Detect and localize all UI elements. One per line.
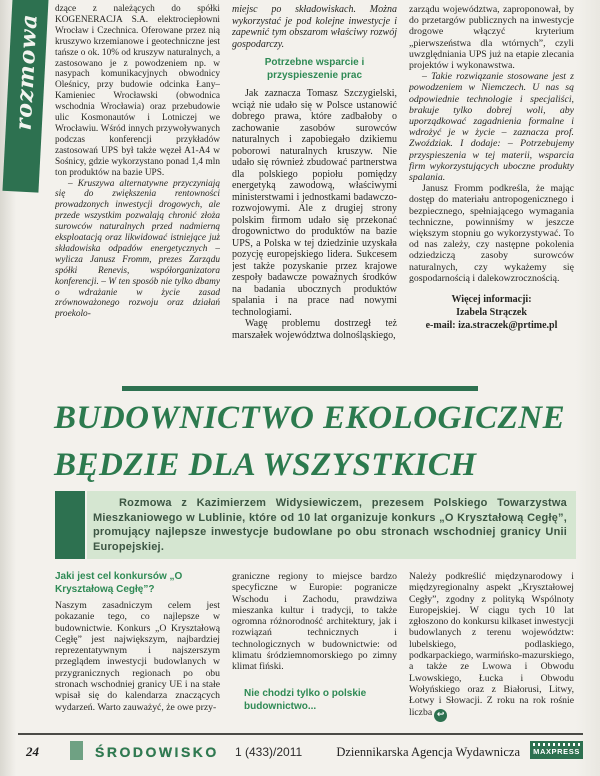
lead-text: Rozmowa z Kazimierzem Widysiewiczem, prezesem Polskiego Towarzystwa Mieszkaniowego w Lublinie, które od 10 lat organizuje konkurs „O Kryształową Cegłę”, promujący najlepsze inwestycje budowlane po obu stronach wschodniej granicy Unii Europejskiej. bbox=[87, 491, 576, 559]
paragraph: Wagę problemu dostrzegł też marszałek województwa dolnośląskiego, bbox=[232, 318, 397, 341]
lead-accent-block bbox=[55, 491, 85, 559]
contact-info bbox=[409, 293, 574, 332]
section-ribbon bbox=[2, 0, 49, 193]
headline-line-1: BUDOWNICTWO EKOLOGICZNE bbox=[54, 400, 566, 436]
section-subhead: Potrzebne wsparcie i przyspieszenie prac bbox=[264, 57, 365, 81]
logo-stripes bbox=[533, 743, 580, 746]
footer-rule bbox=[18, 733, 583, 735]
article-divider-rule bbox=[122, 386, 478, 391]
bottom-column-3 bbox=[409, 571, 574, 728]
contact-name: Izabela Strączek bbox=[456, 307, 527, 319]
headline-line-2: BĘDZIE DLA WSZYSTKICH bbox=[54, 447, 477, 483]
top-column-3 bbox=[409, 4, 574, 381]
quote-paragraph: – Kruszywa alternatywne przyczyniają się do zwiększenia rentowności prowadzonych inwestycji drogowych, ale przede wszystkim pozwalają chronić złoża surowców naturalnych przed nadmierną eksploatacją oraz likwidować istniejące już składowiska odpadów energetycznych – wylicza Janusz Fromm, prezes Zarządu spółki Renevis, współorganizatora konferencji. – W ten sposób nie tylko dbamy o wdrażanie w życie zasad zrównoważonego rozwoju oraz działań proekolo- bbox=[55, 178, 220, 320]
contact-label: Więcej informacji: bbox=[451, 294, 532, 306]
top-column-1 bbox=[55, 4, 220, 381]
quote-paragraph: miejsc po składowiskach. Można wykorzystać je pod kolejne inwestycje i zapewnić tym obszarom właściwy rozwój gospodarczy. bbox=[232, 4, 397, 50]
footer-green-square bbox=[70, 741, 83, 760]
quote-paragraph: – Takie rozwiązanie stosowane jest z powodzeniem w Niemczech. U nas są odpowiednie technologie i specjaliści, brakuje tylko dobrej woli, aby uporządkować zagadnienia formalne i wdrożyć je w życie – zaznacza prof. Zwoździak. I dodaje: – Potrzebujemy przyspieszenia w tej materii, wsparcia firm wykorzystujących uboczne produkty spalania. bbox=[409, 71, 574, 184]
interview-bottom-section bbox=[55, 571, 576, 728]
publisher-logo bbox=[530, 741, 583, 759]
article-headline bbox=[54, 395, 584, 489]
paragraph: zarządu województwa, zaproponował, by do przetargów publicznych na inwestycje drogowe włączyć kryterium „pierwszeństwa dla wtórnych”, czyli uwzględniania UPS już na etapie zlecania projektów i wykonawstwa. bbox=[409, 4, 574, 72]
paragraph: Naszym zasadniczym celem jest pokazanie tego, co najlepsze w budownictwie. Konkurs „O Kryształową Cegłę” jest największym, najbardziej reprezentatywnym i najszerszym przeglądem inwestycji budowlanych w przygranicznych regionach po obu stronach wschodniej granicy UE i na stałe wpisał się do kalendarza znaczących wydarzeń. Warto zauważyć, że owe przy- bbox=[55, 600, 220, 713]
section-subhead: Nie chodzi tylko o polskie budownictwo... bbox=[244, 687, 367, 712]
paragraph bbox=[409, 571, 574, 722]
journal-logo: ŚRODOWISKO bbox=[95, 744, 219, 760]
interview-top-section bbox=[55, 4, 576, 381]
logo-text: MAXPRESS bbox=[533, 747, 580, 756]
paragraph: dzące z należących do spółki KOGENERACJA S.A. elektrociepłowni Wrocław i Czechnica. Oferowane przez nią kruszywo krzemianowe i geotechniczne jest tańsze o ok. 10% od kruszyw naturalnych, a zastosowano je z powodzeniem np. w nasypach komunikacyjnych obwodnicy Oleśnicy, przy budowie odcinka Łany–Kamieniec Wrocławski (obwodnica wschodnia Wrocławia) oraz przebudowie ulic Kosmonautów i Lotniczej we Wrocławiu. Wśród innych przywoływanych podczas konferencji przykładów zastosowań UPS był także węzeł A1-A4 w Sośnicy, gdzie wykorzystano ponad 1,4 mln ton produktów na bazie UPS. bbox=[55, 4, 220, 178]
contact-email: e-mail: iza.straczek@prtime.pl bbox=[425, 320, 558, 332]
paragraph: Jak zaznacza Tomasz Szczygielski, wciąż nie udało się w Polsce ustanowić dobrego prawa, które zadbałoby o zachowanie zasobów surowców naturalnych i zapobiegało dzikiemu poborowi naturalnych kruszyw. Nie udało się również zbudować partnerstwa dla polskiego popiołu pomiędzy energetyką zawodową, właściwymi ministerstwami i jednostkami badawczo-rozwojowymi. Ale z drugiej strony polskim firmom udało się przekonać drogownictwo do produktów na bazie UPS, a Polska w tej dziedzinie uzyskała pozycję europejskiego lidera. Sukcesem jest także pozyskanie przez krajowe zespoły badawcze poważnych środków na badania ubocznych produktów spalania i na prace nad nowymi technologiami. bbox=[232, 88, 397, 318]
bottom-column-1 bbox=[55, 571, 220, 728]
section-ribbon-label: rozmowa bbox=[10, 12, 43, 131]
publisher-name: Dziennikarska Agencja Wydawnicza bbox=[336, 745, 520, 759]
paragraph: graniczne regiony to miejsce bardzo specyficzne w Europie: pogranicze Wschodu i Zachodu, prawdziwa mieszanka kultur i tradycji, to także ogromna różnorodność architektury, jak i rozwiązań technicznych i technologicznych w budownictwie: od klimatu śródziemnomorskiego po zimny klimat fiński. bbox=[232, 571, 397, 673]
paragraph: Janusz Fromm podkreśla, że mając dostęp do materiału antropogenicznego i bezpiecznego, spełniającego wymagania techniczne, powinniśmy w jeszcze większym stopniu go wykorzystywać. To od nas zależy, czy następne pokolenia odziedziczą zasoby surowców naturalnych, czy wykażemy się gospodarnością i dalekowzrocznością. bbox=[409, 183, 574, 284]
interview-question: Jaki jest cel konkursów „O Kryształową Cegłę”? bbox=[55, 571, 183, 595]
page-number: 24 bbox=[26, 744, 39, 759]
paragraph-text: Należy podkreślić międzynarodowy i międzyregionalny aspekt „Kryształowej Cegły”, zgodny z polityką Wspólnoty Europejskiej. W ciągu tych 10 lat zgłoszono do konkursu kilkaset inwestycji budowlanych z terenu województw: lubelskiego, podlaskiego, podkarpackiego, warmińsko-mazurskiego, a także ze Lwowa i Obwodu Lwowskiego, Łucka i Obwodu Wołyńskiego oraz z Białorusi, Litwy, Łotwy i Słowacji. Z roku na rok rośnie liczba bbox=[409, 571, 574, 718]
top-column-2 bbox=[232, 4, 397, 381]
article-lead bbox=[55, 491, 576, 559]
continuation-arrow-icon: ↩ bbox=[434, 709, 447, 722]
issue-number: 1 (433)/2011 bbox=[235, 745, 303, 759]
bottom-column-2 bbox=[232, 571, 397, 728]
